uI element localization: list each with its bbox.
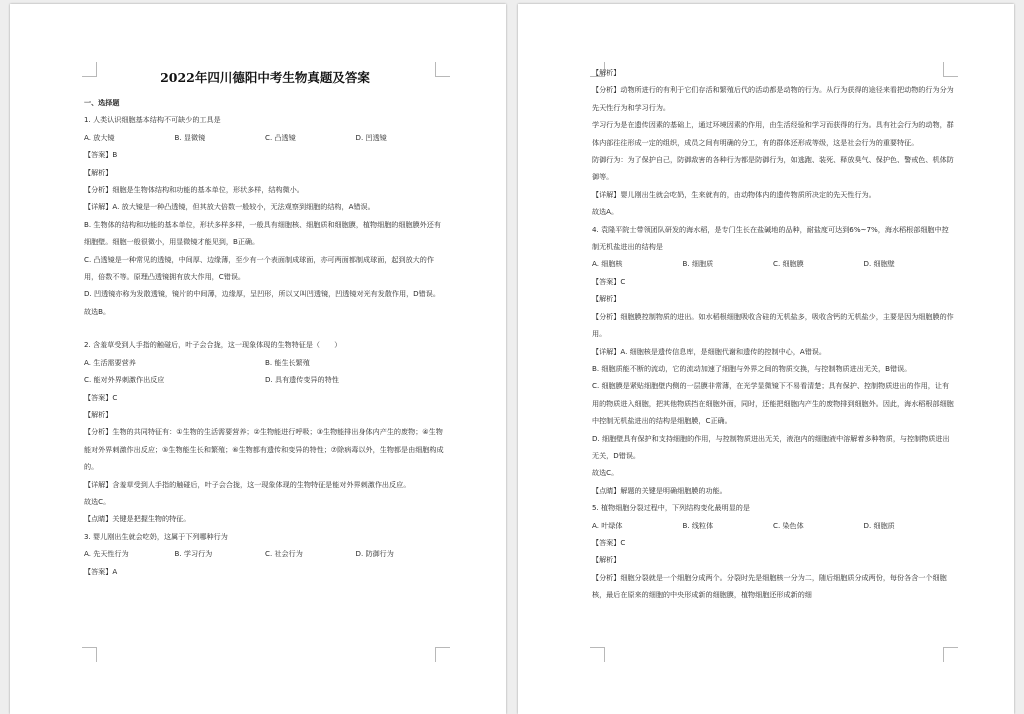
analysis-text: B. 细胞质能不断的流动，它的流动加速了细胞与外界之间的物质交换，与控制物质进出无关，B错误。 — [592, 363, 912, 373]
page-corner-mark — [590, 647, 605, 662]
option: A. 叶绿体 — [592, 520, 623, 530]
option: A. 放大镜 — [84, 132, 115, 142]
option: C. 能对外界刺激作出反应 — [84, 375, 165, 385]
question-stem: 4. 袁隆平院士带领团队研发的海水稻，是专门生长在盐碱地的品种，耐盐度可达到6%~7%，海水稻根部细胞中控制无机盐进出的结构是 — [592, 224, 949, 252]
answer-line: 【答案】C — [592, 276, 626, 286]
question-stem: 5. 植物细胞分裂过程中，下列结构变化最明显的是 — [592, 503, 750, 513]
answer-line: 【答案】C — [84, 392, 118, 402]
option: B. 线粒体 — [682, 520, 714, 530]
analysis-label: 【解析】 — [592, 68, 621, 77]
analysis-text: C. 细胞膜是紧贴细胞壁内侧的一层膜非常薄，在光学显微镜下不易看清楚；具有保护、控制物质进出的作用，让有用的物质进入细胞，把其他物质挡在细胞外面，同时，还能把细胞内产生的废物排到细胞外。因此，海水稻根部细胞中控制无机盐进出的结构是细胞膜，C正确。 — [592, 381, 954, 426]
option: C. 凸透镜 — [265, 132, 296, 142]
analysis-text: 【详解】婴儿刚出生就会吃奶，生来就有的，由动物体内的遗传物质所决定的先天性行为。 — [592, 189, 876, 199]
analysis-text: D. 凹透镜亦称为发散透镜，镜片的中间薄，边缘厚，呈凹形，所以又叫凹透镜，凹透镜对光有发散作用，D错误。 — [84, 289, 440, 299]
option: B. 显微镜 — [174, 132, 206, 142]
analysis-text: 【分析】动物所进行的有利于它们存活和繁殖后代的活动都是动物的行为。从行为获得的途径来看把动物的行为分为先天性行为和学习行为。 — [592, 85, 954, 112]
analysis-text: 故选C。 — [84, 496, 111, 506]
question-stem: 1. 人类认识细胞基本结构不可缺少的工具是 — [84, 115, 221, 125]
section-heading: 一、选择题 — [84, 98, 120, 107]
analysis-text: 【详解】含羞草受到人手指的触碰后，叶子会合拢，这一现象体现的生物特征是能对外界刺激作出反应。 — [84, 479, 411, 489]
analysis-text: 【点睛】解题的关键是明确细胞膜的功能。 — [592, 485, 727, 495]
option: D. 具有遗传变异的特性 — [265, 375, 339, 385]
option: A. 先天性行为 — [84, 549, 129, 559]
analysis-text: 学习行为是在遗传因素的基础上，通过环境因素的作用，由生活经验和学习而获得的行为。具有社会行为的动物，群体内部往往形成一定的组织，成员之间有明确的分工，有的群体还形成等级，这是社会行为的重要特征。 — [592, 120, 954, 147]
page-corner-mark — [435, 647, 450, 662]
option: D. 防御行为 — [355, 549, 394, 559]
analysis-text: B. 生物体的结构和功能的基本单位，形状多样多样，一般具有细胞核、细胞质和细胞膜，植物细胞的细胞膜外还有细胞壁。细胞一般很微小，用显微镜才能见到，B正确。 — [84, 219, 441, 247]
option: C. 染色体 — [773, 520, 804, 530]
page-content — [84, 66, 446, 580]
analysis-text: 【分析】生物的共同特征有：①生物的生活需要营养；②生物能进行呼吸；③生物能排出身体内产生的废物；④生物能对外界刺激作出反应；⑤生物能生长和繁殖；⑥生物都有遗传和变异的特性；⑦除病毒以外，生物都是由细胞构成的。 — [84, 427, 444, 472]
option: D. 细胞质 — [863, 520, 895, 530]
question-options — [84, 129, 446, 146]
question-options — [84, 354, 446, 371]
analysis-text: 【分析】细胞分裂就是一个细胞分成两个。分裂时先是细胞核一分为二，随后细胞质分成两份，每份各含一个细胞核，最后在原来的细胞的中央形成新的细胞膜，植物细胞还形成新的细 — [592, 572, 947, 600]
analysis-text: 【详解】A. 细胞核是遗传信息库，是细胞代谢和遗传的控制中心，A错误。 — [592, 346, 826, 356]
question-stem: 2. 含羞草受到人手指的触碰后，叶子会合拢，这一现象体现的生物特征是（ ） — [84, 340, 342, 350]
page-content — [592, 64, 954, 604]
question-options — [592, 255, 954, 272]
answer-line: 【答案】C — [592, 537, 626, 547]
option: B. 学习行为 — [174, 549, 213, 559]
option: D. 细胞壁 — [863, 259, 895, 269]
answer-line: 【答案】B — [84, 150, 118, 160]
analysis-label: 【解析】 — [84, 167, 113, 177]
analysis-text: 故选C。 — [592, 468, 619, 478]
analysis-text: 【分析】细胞是生物体结构和功能的基本单位，形状多样，结构微小。 — [84, 185, 304, 195]
analysis-text: 故选B。 — [84, 306, 111, 316]
answer-line: 【答案】A — [84, 566, 118, 576]
page-corner-mark — [943, 647, 958, 662]
analysis-label: 【解析】 — [84, 409, 113, 419]
analysis-text: 故选A。 — [592, 207, 619, 217]
option: B. 细胞质 — [682, 259, 714, 269]
question-options — [84, 371, 446, 388]
analysis-text: 【分析】细胞膜控制物质的进出。如水稻根细胞吸收含硅的无机盐多，吸收含钙的无机盐少，主要是因为细胞膜的作用。 — [592, 311, 954, 339]
option: A. 细胞核 — [592, 259, 623, 269]
analysis-text: 防御行为：为了保护自己，防御敌害的各种行为都是防御行为，如逃跑、装死、释放臭气、保护色、警戒色、机体防御等。 — [592, 155, 954, 182]
question-stem: 3. 婴儿刚出生就会吃奶，这属于下列哪种行为 — [84, 531, 228, 541]
question-options — [592, 517, 954, 534]
page-corner-mark — [82, 647, 97, 662]
option: C. 社会行为 — [265, 549, 303, 559]
analysis-text: 【详解】A. 放大镜是一种凸透镜，但其放大倍数一般较小，无法观察到细胞的结构，A错误。 — [84, 202, 375, 212]
analysis-text: D. 细胞壁具有保护和支持细胞的作用，与控制物质进出无关，液泡内的细胞液中溶解着多种物质，与控制物质进出无关，D错误。 — [592, 433, 950, 460]
analysis-label: 【解析】 — [592, 294, 621, 304]
analysis-label: 【解析】 — [592, 555, 621, 565]
question-options — [84, 545, 446, 562]
option: B. 能生长繁殖 — [265, 357, 310, 367]
document-page-right — [518, 4, 1014, 714]
document-page-left — [10, 4, 506, 714]
option: A. 生活需要营养 — [84, 357, 136, 367]
blank-line — [84, 320, 446, 336]
option: C. 细胞膜 — [773, 259, 804, 269]
analysis-text: C. 凸透镜是一种常见的透镜，中间厚、边缘薄，至少有一个表面制成球面，亦可两面都制成球面，起到放大的作用，倍数不等。原理凸透镜拥有放大作用，C错误。 — [84, 254, 434, 282]
document-title: 2022年四川德阳中考生物真题及答案 — [160, 70, 370, 85]
analysis-text: 【点睛】关键是把握生物的特征。 — [84, 514, 191, 524]
option: D. 凹透镜 — [355, 132, 387, 142]
